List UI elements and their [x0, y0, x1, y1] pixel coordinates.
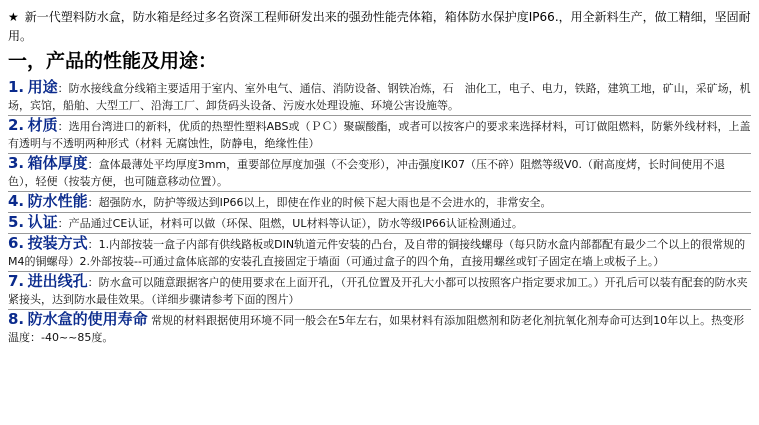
item-body: ：超强防水，防护等级达到IP66以上，即使在作业的时候下起大雨也是不会进水的，非常安全。: [87, 196, 552, 209]
feature-item-certification: [8, 214, 751, 232]
section-heading: 一，产品的性能及用途：: [8, 50, 218, 72]
item-title: 防水性能: [27, 192, 88, 210]
item-title: 认证: [27, 213, 58, 231]
divider: [8, 191, 751, 192]
divider: [8, 212, 751, 213]
feature-item-thickness: [8, 155, 751, 190]
intro-paragraph: [8, 8, 751, 46]
divider: [8, 153, 751, 154]
feature-item-cable-holes: [8, 273, 751, 308]
feature-item-lifespan: [8, 311, 751, 346]
item-body: ：产品通过CE认证，材料可以做（环保、阻燃，UL材料等认证），防水等级IP66认证检测通过。: [57, 217, 523, 230]
item-body: ：选用台湾进口的新料，优质的热塑性塑料ABS或（ＰＣ）聚碳酸酯，或者可以按客户的要求来选择材料，可订做阻燃料，防紫外线材料，上盖有透明与不透明两种形式（材料 无腐蚀性，防静电，绝缘性佳）: [8, 120, 751, 150]
item-number: 5.: [8, 213, 25, 231]
feature-item-waterproof: [8, 193, 751, 211]
item-title: 防水盒的使用寿命: [27, 310, 148, 328]
item-body: ：盒体最薄处平均厚度3mm，重要部位厚度加强（不会变形），冲击强度IK07（压不碎）阻燃等级V0.（耐高度烤，长时间使用不退色），轻便（按装方便，也可随意移动位置）。: [8, 158, 726, 188]
item-number: 4.: [8, 192, 25, 210]
item-number: 1.: [8, 78, 25, 96]
divider: [8, 233, 751, 234]
feature-item-usage: [8, 79, 751, 114]
item-title: 箱体厚度: [27, 154, 88, 172]
item-title: 进出线孔: [27, 272, 88, 290]
item-number: 3.: [8, 154, 25, 172]
item-title: 用途: [27, 78, 58, 96]
item-number: 7.: [8, 272, 25, 290]
divider: [8, 271, 751, 272]
item-body: ：防水盒可以随意跟据客户的使用要求在上面开孔，（开孔位置及开孔大小都可以按照客户指定要求加工。）开孔后可以装有配套的防水夹紧接头，达到防水最佳效果。（详细步骤请参考下面的图片）: [8, 276, 748, 306]
item-body: ：1.内部按装一盒子内部有供线路板或DIN轨道元件安装的凸台，及自带的铜接线螺母（每只防水盒内部都配有最少二个以上的很常规的M4的铜螺母）2.外部按装--可通过盒体底部的安装孔直接固定于墙面（可通过盒子的四个角，直接用螺丝或钉子固定在墙上或板子上。）: [8, 238, 746, 268]
item-number: 8.: [8, 310, 25, 328]
divider: [8, 115, 751, 116]
item-number: 2.: [8, 116, 25, 134]
item-body: 常规的材料跟据使用环境不同一般会在5年左右，如果材料有添加阻燃剂和防老化剂抗氧化剂寿命可达到10年以上。热变形温度：-40~~85度。: [8, 314, 745, 344]
feature-item-installation: [8, 235, 751, 270]
item-body: ：防水接线盒分线箱主要适用于室内、室外电气、通信、消防设备、钢铁冶炼，石 油化工，电子、电力，铁路，建筑工地，矿山，采矿场，机场，宾馆，船舶、大型工厂、沿海工厂、卸货码头设备、污废水处理设施、环境公害设施等。: [8, 82, 751, 112]
star-icon: ★: [8, 10, 19, 24]
feature-item-material: [8, 117, 751, 152]
item-title: 按装方式: [27, 234, 88, 252]
intro-text: 新一代塑料防水盒，防水箱是经过多名资深工程师研发出来的强劲性能壳体箱，箱体防水保护度IP66.，用全新料生产，做工精细，坚固耐用。: [8, 10, 751, 43]
item-title: 材质: [27, 116, 58, 134]
item-number: 6.: [8, 234, 25, 252]
